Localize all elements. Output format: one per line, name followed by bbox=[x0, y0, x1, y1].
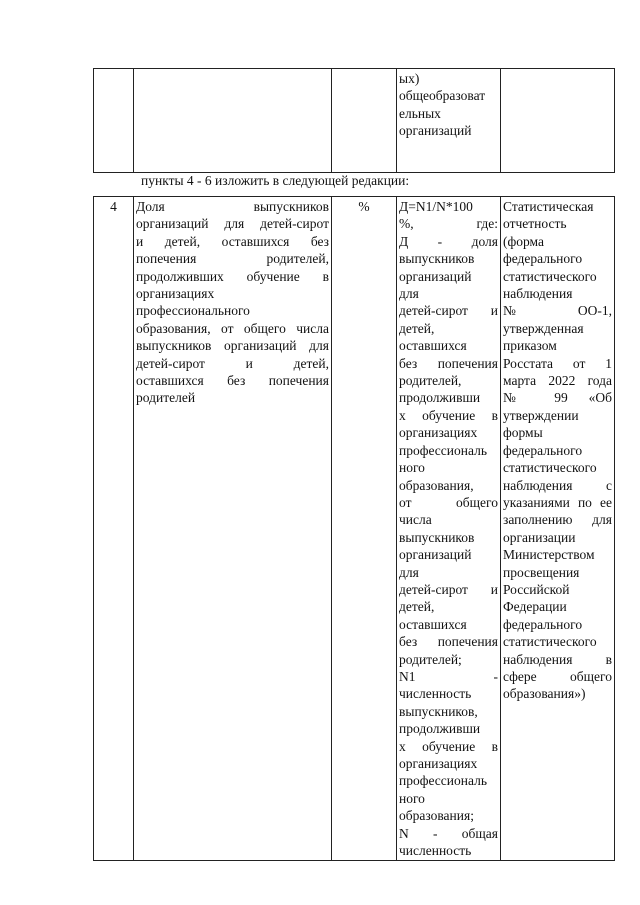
indicator-name-line: профессионального bbox=[136, 303, 250, 319]
formula-line: Д - доля bbox=[399, 233, 498, 249]
formula-line: продолживши bbox=[399, 721, 481, 737]
formula-line: от общего bbox=[399, 494, 498, 510]
source-line: Росстата от 1 bbox=[503, 355, 612, 371]
formula-line: общеобразоват bbox=[399, 88, 486, 104]
formula-line: N1 - bbox=[399, 668, 498, 684]
formula-line: Д=N1/N*100 bbox=[399, 199, 473, 214]
formula-line: детей, bbox=[399, 599, 435, 615]
source-cell bbox=[501, 69, 615, 173]
formula-line: численность bbox=[399, 843, 472, 859]
formula-line: организациях bbox=[399, 756, 478, 771]
source-line: просвещения bbox=[503, 564, 580, 580]
formula-line: числа bbox=[399, 512, 432, 528]
formula-line: выпускников bbox=[399, 251, 475, 267]
source-line: указаниями по ее bbox=[503, 494, 612, 510]
formula-line: оставшихся bbox=[399, 338, 467, 354]
source-line: федерального bbox=[503, 251, 583, 267]
source-line: наблюдения в bbox=[503, 651, 612, 667]
source-line: федерального bbox=[503, 616, 583, 632]
unit-cell bbox=[332, 69, 397, 173]
source-line: статистического bbox=[503, 634, 597, 650]
source-line: (форма bbox=[503, 233, 544, 249]
indicator-name-line: попечения родителей, bbox=[136, 251, 329, 267]
source-line: федерального bbox=[503, 442, 583, 458]
formula-line: образования, bbox=[399, 477, 474, 493]
source-line: наблюдения bbox=[503, 286, 573, 302]
indicator-name-cell bbox=[134, 197, 332, 861]
source-line: формы bbox=[503, 425, 543, 441]
formula-line: ного bbox=[399, 460, 425, 476]
formula-line: численность bbox=[399, 686, 472, 702]
formula-line: %, где: bbox=[399, 216, 498, 232]
indicator-name-line: и детей, оставшихся без bbox=[136, 233, 329, 249]
formula-line: образования; bbox=[399, 808, 474, 824]
previous-table-fragment bbox=[93, 68, 615, 173]
indicator-name-line: организациях bbox=[136, 286, 215, 302]
table-row bbox=[94, 197, 615, 861]
table-row bbox=[94, 69, 615, 173]
source-line: Российской bbox=[503, 581, 570, 597]
source-line: отчетность bbox=[503, 216, 567, 232]
source-line: приказом bbox=[503, 338, 557, 354]
formula-line: профессиональ bbox=[399, 773, 487, 789]
formula-line: для bbox=[399, 286, 419, 302]
formula-line: выпускников, bbox=[399, 703, 478, 719]
indicator-name-line: родителей bbox=[136, 390, 196, 406]
unit-cell: % bbox=[332, 197, 397, 861]
formula-line: для bbox=[399, 564, 419, 580]
indicator-name-cell bbox=[134, 69, 332, 173]
indicator-name-line: выпускников организаций для bbox=[136, 338, 329, 354]
formula-line: ного bbox=[399, 790, 425, 806]
source-line: сфере общего bbox=[503, 668, 612, 684]
amendment-caption: пункты 4 - 6 изложить в следующей редакции: bbox=[141, 173, 410, 188]
indicator-table bbox=[93, 196, 615, 861]
row-number: 4 bbox=[94, 197, 134, 861]
source-line: статистического bbox=[503, 460, 597, 476]
formula-line: х обучение в bbox=[399, 738, 498, 754]
formula-line: организаций bbox=[399, 547, 472, 563]
source-line: заполнению для bbox=[503, 512, 612, 528]
formula-cell bbox=[397, 197, 501, 861]
formula-line: профессиональ bbox=[399, 442, 487, 458]
source-line: Федерации bbox=[503, 599, 567, 615]
formula-line: детей, bbox=[399, 320, 435, 336]
formula-line: выпускников bbox=[399, 529, 475, 545]
source-line: статистического bbox=[503, 268, 597, 284]
formula-line: организациях bbox=[399, 425, 478, 441]
source-line: наблюдения с bbox=[503, 477, 612, 493]
source-line: утвержденная bbox=[503, 320, 584, 336]
formula-line: ельных bbox=[399, 105, 441, 121]
formula-line: без попечения bbox=[399, 355, 498, 371]
indicator-name-line: образования, от общего числа bbox=[136, 320, 329, 336]
source-line: организации bbox=[503, 529, 576, 545]
source-line: Статистическая bbox=[503, 199, 594, 214]
formula-line: родителей, bbox=[399, 373, 462, 389]
formula-line: ых) bbox=[399, 71, 420, 86]
source-line: марта 2022 года bbox=[503, 373, 612, 389]
formula-line: продолживши bbox=[399, 390, 481, 406]
indicator-name-line: продолживших обучение в bbox=[136, 268, 329, 284]
indicator-name-line: оставшихся без попечения bbox=[136, 373, 329, 389]
formula-line: без попечения bbox=[399, 634, 498, 650]
source-line: Министерством bbox=[503, 547, 595, 563]
formula-line: детей-сирот и bbox=[399, 303, 498, 319]
formula-line: организаций bbox=[399, 268, 472, 284]
formula-line: организаций bbox=[399, 123, 472, 139]
formula-line: родителей; bbox=[399, 651, 462, 667]
source-cell bbox=[501, 197, 615, 861]
indicator-name-line: детей-сирот и детей, bbox=[136, 355, 329, 371]
number-cell bbox=[94, 69, 134, 173]
formula-line: х обучение в bbox=[399, 407, 498, 423]
formula-cell bbox=[397, 69, 501, 173]
formula-line: оставшихся bbox=[399, 616, 467, 632]
formula-line: N - общая bbox=[399, 825, 498, 841]
source-line: утверждении bbox=[503, 407, 579, 423]
source-line: № 99 «Об bbox=[503, 390, 612, 406]
source-line: образования») bbox=[503, 686, 586, 702]
indicator-name-line: организаций для детей-сирот bbox=[136, 216, 329, 232]
indicator-name-line: Доля выпускников bbox=[136, 199, 329, 214]
source-line: № ОО-1, bbox=[503, 303, 612, 319]
formula-line: детей-сирот и bbox=[399, 581, 498, 597]
